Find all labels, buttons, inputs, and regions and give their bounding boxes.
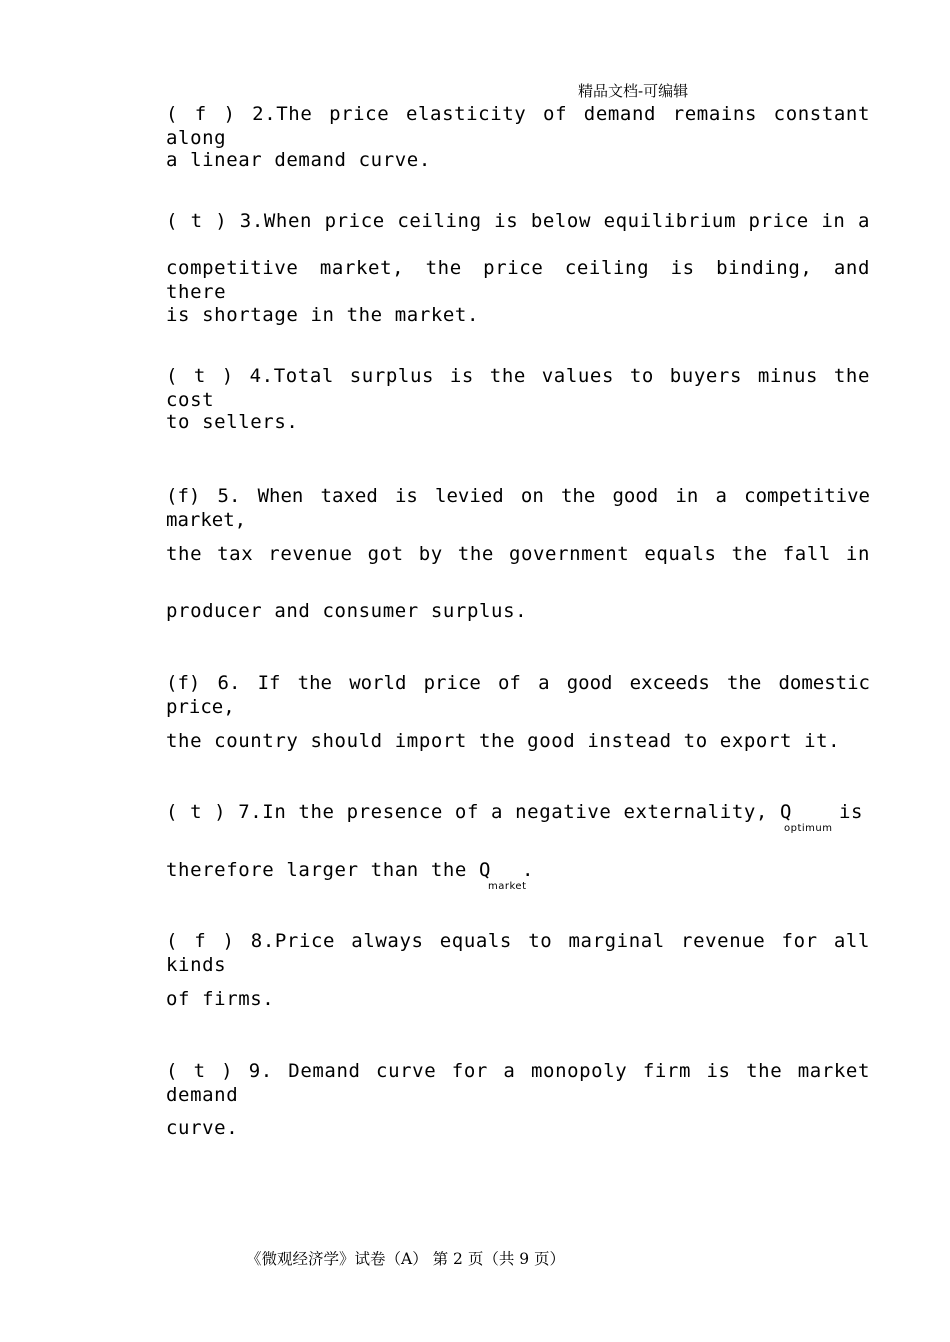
item-5-line-1: (f) 5. When taxed is levied on the good in a competitive market, [166, 485, 870, 531]
item-9-line-2: curve. [166, 1117, 239, 1139]
item-3-line-2: competitive market, the price ceiling is binding, and there [166, 257, 870, 303]
item-8-line-1: ( f ) 8.Price always equals to marginal revenue for all kinds [166, 930, 870, 976]
q-market-subscript: market [488, 881, 527, 892]
item-7-line-2: therefore larger than the Q [166, 859, 492, 881]
header-watermark: 精品文档-可编辑 [578, 82, 689, 100]
item-9-line-1: ( t ) 9. Demand curve for a monopoly firm is the market demand [166, 1060, 870, 1106]
item-2-line-1: ( f ) 2.The price elasticity of demand remains constant along [166, 103, 870, 149]
item-5-line-2: the tax revenue got by the government equals the fall in [166, 543, 870, 565]
item-7-line-1: ( t ) 7.In the presence of a negative externality, Q [166, 801, 793, 823]
item-2-line-2: a linear demand curve. [166, 149, 431, 171]
page-footer: 《微观经济学》试卷（A） 第 2 页（共 9 页） [246, 1250, 566, 1268]
item-6-line-2: the country should import the good instead to export it. [166, 730, 841, 752]
item-5-line-3: producer and consumer surplus. [166, 600, 528, 622]
item-4-line-2: to sellers. [166, 411, 299, 433]
item-7-line-2-tail: . [522, 859, 535, 881]
item-7-line-1-tail: is [839, 801, 864, 823]
q-optimum-subscript: optimum [784, 823, 833, 834]
item-8-line-2: of firms. [166, 988, 275, 1010]
item-3-line-3: is shortage in the market. [166, 304, 480, 326]
item-4-line-1: ( t ) 4.Total surplus is the values to buyers minus the cost [166, 365, 870, 411]
item-6-line-1: (f) 6. If the world price of a good exceeds the domestic price, [166, 672, 870, 718]
item-3-line-1: ( t ) 3.When price ceiling is below equilibrium price in a [166, 210, 870, 232]
